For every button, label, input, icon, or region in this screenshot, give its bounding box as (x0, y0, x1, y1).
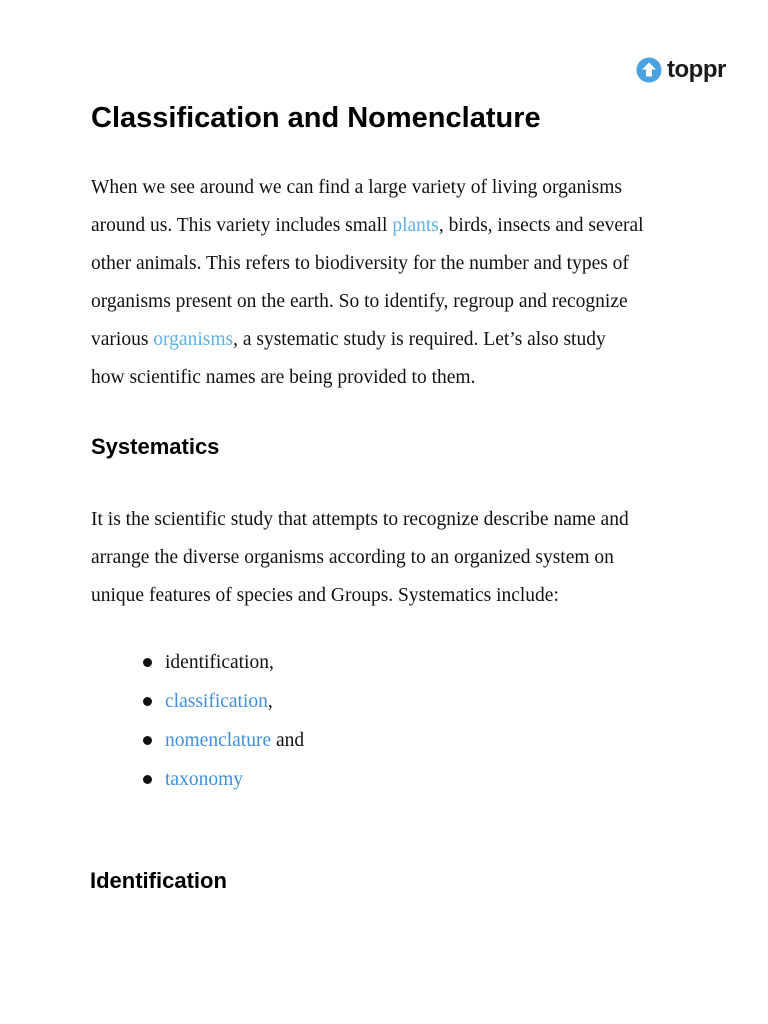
toppr-logo[interactable] (636, 55, 726, 85)
list-item (139, 643, 304, 682)
arrow-up-circle-icon (636, 57, 662, 83)
systematics-paragraph (91, 501, 691, 615)
bullet-icon (143, 658, 152, 667)
intro-text: various (91, 329, 154, 350)
intro-line (91, 207, 691, 245)
intro-line (91, 321, 691, 359)
systematics-line: It is the scientific study that attempts to recognize describe name and (91, 509, 629, 530)
intro-text: , birds, insects and several (438, 215, 644, 236)
intro-paragraph (91, 169, 691, 397)
systematics-heading: Systematics (91, 434, 220, 459)
page-title: Classification and Nomenclature (91, 102, 541, 134)
identification-heading: Identification (90, 868, 227, 893)
organisms-link[interactable]: organisms (153, 329, 234, 350)
systematics-list (139, 643, 304, 799)
bullet-icon (143, 697, 152, 706)
bullet-icon (143, 775, 152, 784)
intro-line: organisms present on the earth. So to identify, regroup and recognize (91, 291, 628, 312)
systematics-line: unique features of species and Groups. Systematics include: (91, 585, 559, 606)
list-item-suffix: and (271, 730, 305, 751)
plants-link[interactable]: plants (392, 215, 439, 236)
intro-line: how scientific names are being provided to them. (91, 367, 476, 388)
intro-text: around us. This variety includes small (91, 215, 393, 236)
list-item-text: identification, (165, 652, 274, 673)
brand-name: toppr (667, 56, 726, 83)
list-item (139, 721, 304, 760)
list-item-suffix: , (267, 691, 273, 712)
list-item (139, 760, 304, 799)
bullet-icon (143, 736, 152, 745)
list-item (139, 682, 304, 721)
systematics-line: arrange the diverse organisms according to an organized system on (91, 547, 614, 568)
classification-link[interactable]: classification (165, 691, 268, 712)
intro-line: When we see around we can find a large variety of living organisms (91, 177, 623, 198)
intro-line: other animals. This refers to biodiversity for the number and types of (91, 253, 629, 274)
intro-text: , a systematic study is required. Let’s also study (233, 329, 606, 350)
taxonomy-link[interactable]: taxonomy (165, 769, 243, 790)
nomenclature-link[interactable]: nomenclature (165, 730, 272, 751)
